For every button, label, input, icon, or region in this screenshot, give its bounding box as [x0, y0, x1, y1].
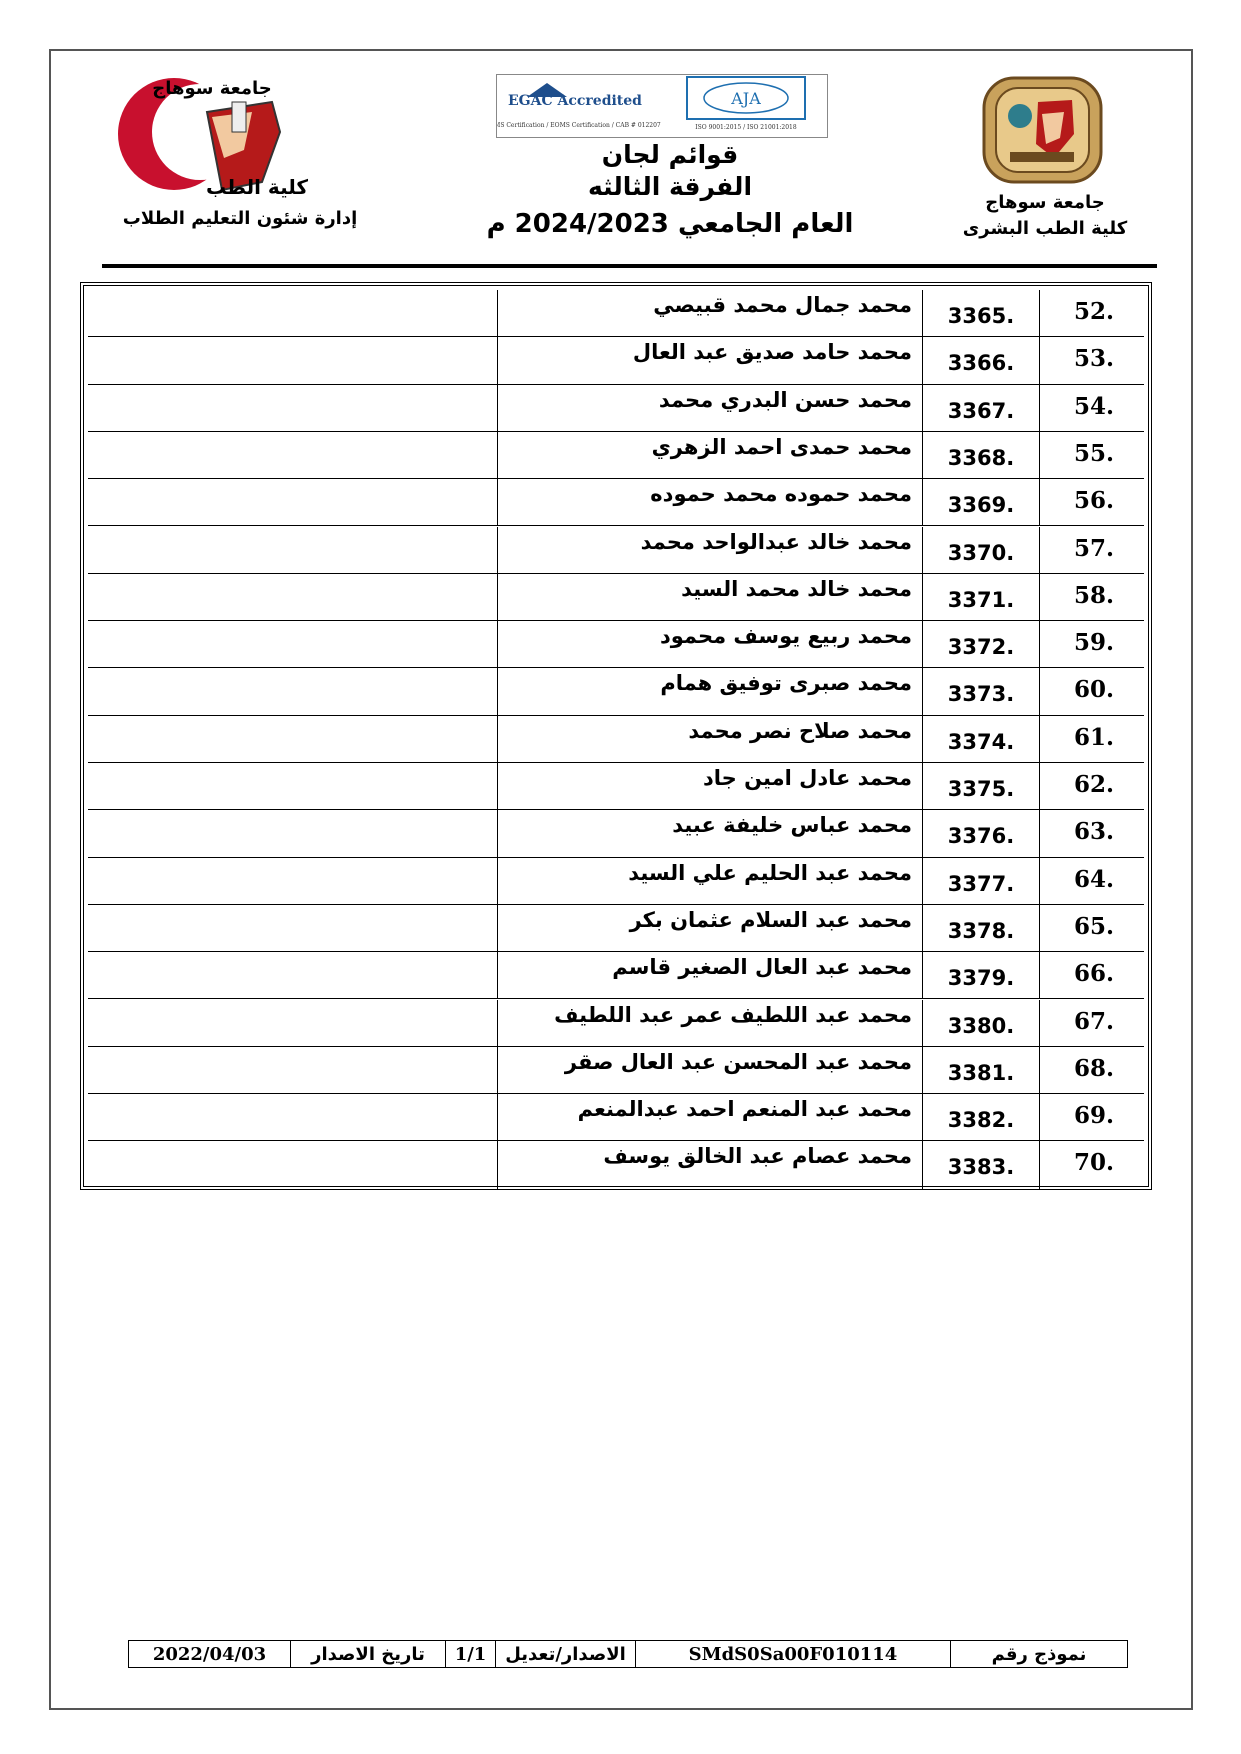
egac-sub-text: QMS Certification / EOMS Certification / CAB # 012207	[497, 122, 661, 129]
issue-date-label: تاريخ الاصدار	[291, 1641, 446, 1667]
row-number: .56	[1073, 487, 1115, 515]
table-row	[88, 1000, 1144, 1047]
student-name: محمد عبد السلام عثمان بكر	[498, 905, 923, 951]
seat-number: 3370.	[923, 527, 1040, 573]
blank-cell	[88, 905, 498, 951]
blank-cell	[88, 621, 498, 667]
table-row	[88, 1141, 1144, 1188]
blank-cell	[88, 1047, 498, 1093]
blank-cell	[88, 1094, 498, 1140]
table-row	[88, 385, 1144, 432]
seat-number: 3369.	[923, 479, 1040, 525]
blank-cell	[88, 810, 498, 856]
student-name: محمد عبد اللطيف عمر عبد اللطيف	[498, 1000, 923, 1046]
student-name: محمد عادل امين جاد	[498, 763, 923, 809]
seat-number: 3381.	[923, 1047, 1040, 1093]
blank-cell	[88, 858, 498, 904]
student-name: محمد عبد الحليم علي السيد	[498, 858, 923, 904]
table-row	[88, 905, 1144, 952]
blank-cell	[88, 385, 498, 431]
blank-cell	[88, 716, 498, 762]
table-row	[88, 716, 1144, 763]
faculty-name: كلية الطب البشرى	[962, 218, 1128, 239]
version-value: 1/1	[446, 1641, 496, 1667]
row-number: .65	[1073, 912, 1115, 940]
student-name: محمد حمدى احمد الزهري	[498, 432, 923, 478]
row-number: .67	[1073, 1007, 1115, 1035]
table-row	[88, 952, 1144, 999]
form-code: SMdS0Sa00F010114	[636, 1641, 951, 1667]
row-number: .63	[1073, 818, 1115, 846]
form-footer	[128, 1640, 1128, 1668]
department-caption: إدارة شئون التعليم الطلاب	[122, 208, 358, 229]
seat-number: 3378.	[923, 905, 1040, 951]
student-name: محمد حامد صديق عبد العال	[498, 337, 923, 383]
row-number: .66	[1073, 960, 1115, 988]
table-row	[88, 290, 1144, 337]
table-row	[88, 668, 1144, 715]
row-number: .68	[1073, 1054, 1115, 1082]
title-line-2: الفرقة الثالثه	[587, 172, 753, 201]
seat-number: 3371.	[923, 574, 1040, 620]
issue-date: 2022/04/03	[129, 1641, 291, 1667]
row-number: .61	[1073, 723, 1115, 751]
title-line-3: العام الجامعي 2024/2023 م	[486, 209, 854, 239]
blank-cell	[88, 1000, 498, 1046]
row-number: .52	[1073, 298, 1115, 325]
seat-number: 3366.	[923, 337, 1040, 383]
student-name: محمد صلاح نصر محمد	[498, 716, 923, 762]
seat-number: 3365.	[923, 290, 1040, 336]
row-number: .69	[1073, 1102, 1115, 1130]
seat-number: 3379.	[923, 952, 1040, 998]
blank-cell	[88, 479, 498, 525]
student-name: محمد جمال محمد قبيصي	[498, 290, 923, 336]
committee-table	[80, 282, 1152, 1190]
blank-cell	[88, 952, 498, 998]
faculty-logo	[112, 72, 312, 202]
row-number: .53	[1073, 345, 1115, 373]
row-number: .70	[1073, 1149, 1115, 1177]
student-name: محمد عصام عبد الخالق يوسف	[498, 1141, 923, 1188]
table-row	[88, 574, 1144, 621]
seat-number: 3380.	[923, 1000, 1040, 1046]
header-divider	[102, 264, 1157, 268]
row-number: .57	[1073, 534, 1115, 562]
seat-number: 3382.	[923, 1094, 1040, 1140]
student-name: محمد صبرى توفيق همام	[498, 668, 923, 714]
blank-cell	[88, 337, 498, 383]
version-label: الاصدار/تعديل	[496, 1641, 636, 1667]
blank-cell	[88, 668, 498, 714]
seat-number: 3367.	[923, 385, 1040, 431]
table-row	[88, 432, 1144, 479]
table-row	[88, 337, 1144, 384]
row-number: .58	[1073, 581, 1115, 609]
seat-number: 3383.	[923, 1141, 1040, 1188]
student-name: محمد عبد العال الصغير قاسم	[498, 952, 923, 998]
egac-logo-text: EGAC Accredited	[508, 93, 642, 109]
seat-number: 3374.	[923, 716, 1040, 762]
seat-number: 3377.	[923, 858, 1040, 904]
student-name: محمد خالد محمد السيد	[498, 574, 923, 620]
student-name: محمد حموده محمد حموده	[498, 479, 923, 525]
row-number: .59	[1073, 629, 1115, 657]
table-row	[88, 858, 1144, 905]
student-name: محمد ربيع يوسف محمود	[498, 621, 923, 667]
document-title	[460, 140, 880, 244]
aja-logo-text: AJA	[731, 89, 761, 108]
table-row	[88, 810, 1144, 857]
student-name: محمد خالد عبدالواحد محمد	[498, 527, 923, 573]
seat-number: 3372.	[923, 621, 1040, 667]
table-row	[88, 479, 1144, 526]
seat-number: 3373.	[923, 668, 1040, 714]
row-number: .55	[1073, 439, 1115, 467]
certification-logos	[496, 74, 828, 138]
blank-cell	[88, 574, 498, 620]
student-name: محمد حسن البدري محمد	[498, 385, 923, 431]
table-row	[88, 621, 1144, 668]
row-number: .62	[1073, 771, 1115, 798]
seat-number: 3375.	[923, 763, 1040, 809]
logo-text-bottom: كلية الطب	[205, 175, 309, 199]
row-number: .64	[1073, 865, 1115, 893]
table-row	[88, 527, 1144, 574]
blank-cell	[88, 432, 498, 478]
form-code-label: نموذج رقم	[991, 1643, 1087, 1665]
blank-cell	[88, 763, 498, 809]
blank-cell	[88, 527, 498, 573]
student-name: محمد عباس خليفة عبيد	[498, 810, 923, 856]
logo-text-top: جامعة سوهاج	[152, 78, 272, 99]
table-row	[88, 1047, 1144, 1094]
university-name: جامعة سوهاج	[985, 192, 1105, 213]
row-number: .54	[1073, 392, 1115, 420]
university-seal	[980, 74, 1105, 186]
student-name: محمد عبد المنعم احمد عبدالمنعم	[498, 1094, 923, 1140]
table-row	[88, 1094, 1144, 1141]
aja-sub-text: ISO 9001:2015 / ISO 21001:2018	[695, 124, 797, 131]
seat-number: 3376.	[923, 810, 1040, 856]
table-row	[88, 763, 1144, 810]
seat-number: 3368.	[923, 432, 1040, 478]
blank-cell	[88, 1141, 498, 1188]
title-line-1: قوائم لجان	[601, 140, 739, 169]
student-name: محمد عبد المحسن عبد العال صقر	[498, 1047, 923, 1093]
university-caption	[950, 190, 1140, 242]
row-number: .60	[1073, 676, 1115, 704]
blank-cell	[88, 290, 498, 336]
